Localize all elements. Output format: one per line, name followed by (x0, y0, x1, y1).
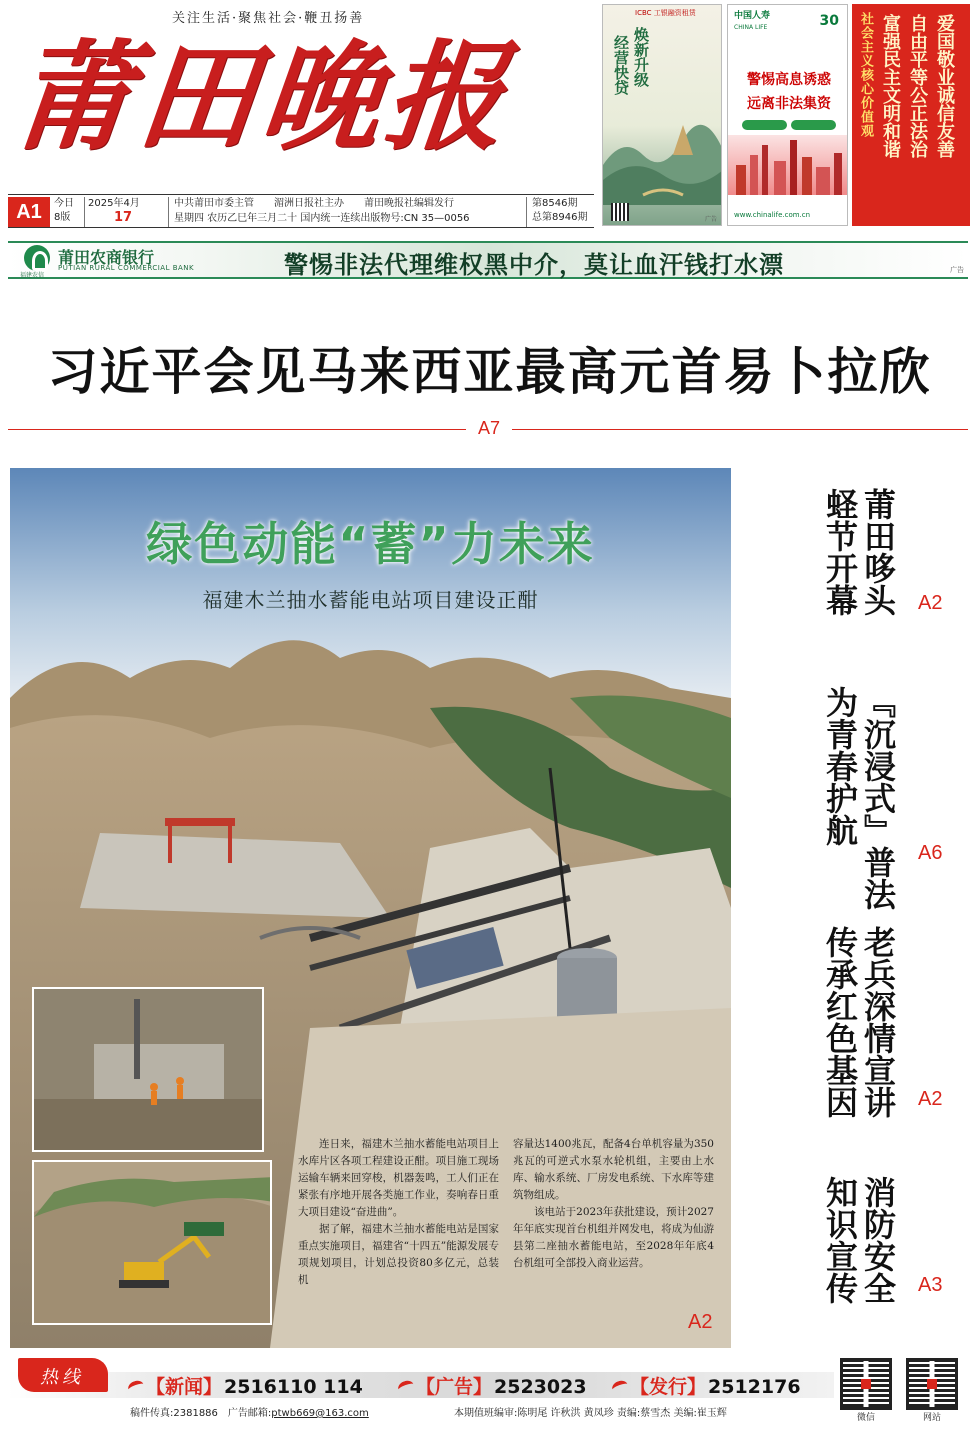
hotline-ads-label: 【广告】 (416, 1376, 493, 1398)
icbc-ad-label: 广告 (704, 216, 717, 223)
footer-hotline (8, 1358, 968, 1422)
article-paragraph: 该电站于2023年获批建设，预计2027年年底实现首台机组并网发电，将成为仙游县第二座抽水蓄能电站，至2028年年底4台机组可全部投入商业运营。 (513, 1206, 714, 1269)
editor-credits: 本期值班编审:陈明尾 许秋洪 黄凤珍 责编:蔡雪杰 美编:崔玉辉 (454, 1408, 727, 1419)
teaser-page-ref[interactable]: A6 (918, 842, 943, 864)
inset-photo-excavator (32, 1160, 272, 1325)
wechat-qr-code-icon[interactable] (840, 1358, 892, 1410)
landscape-illustration (603, 95, 722, 205)
article-paragraph: 连日来，福建木兰抽水蓄能电站项目上水库片区各项工程建设正酣。项目施工现场运输车辆来回穿梭，机器轰鸣，工人们正在紧张有序地开展各类施工作业，奏响春日重大项目建设“奋进曲”。 (298, 1138, 499, 1218)
bank-slogan: 警惕非法代理维权黑中介，莫让血汗钱打水漂 (284, 250, 784, 279)
teaser-line: 消防安全 (859, 1176, 897, 1304)
headline-page-ref[interactable]: A7 (466, 418, 512, 439)
teaser-line: 知识宣传 (821, 1176, 859, 1304)
issue-number-total: 总第8946期 (532, 212, 588, 223)
icbc-ad[interactable] (602, 4, 722, 226)
teaser-line: 老兵深情宣讲 (859, 926, 897, 1118)
hotline-news[interactable] (128, 1372, 363, 1399)
core-values-col: 自由平等公正法治 (907, 14, 928, 158)
hotline-news-label: 【新闻】 (146, 1376, 223, 1398)
issue-number (532, 197, 587, 225)
issue-day: 17 (114, 210, 133, 225)
china-life-headline2: 远离非法集资 (747, 96, 831, 112)
swirl-icon (610, 1379, 629, 1396)
teaser-page-ref[interactable]: A2 (918, 1088, 943, 1110)
bank-logo-caption: 福建农信 (20, 272, 45, 279)
swirl-icon (126, 1379, 145, 1396)
today-label (54, 197, 74, 225)
core-values-col: 富强民主文明和谐 (880, 14, 901, 158)
china-life-ad[interactable] (727, 4, 848, 226)
edition-badge: A1 (8, 197, 50, 227)
teaser-line: 为青春护航 (821, 686, 859, 846)
hotline-distribution[interactable] (612, 1372, 801, 1399)
china-life-logo (734, 11, 770, 33)
teaser-story[interactable] (822, 488, 972, 616)
issue-number-current: 第8546期 (532, 198, 578, 209)
bank-name: 莆田农商银行 (58, 248, 155, 267)
today-text: 今日 (54, 198, 74, 209)
masthead-logo (6, 24, 574, 174)
article-paragraph: 容量达1400兆瓦，配备4台单机容量为350兆瓦的可逆式水泵水轮机组，主要由上水库、输水系统、厂房发电系统、下水库等建筑物组成。 (513, 1138, 714, 1201)
calendar-info: 星期四 农历乙巳年三月二十 国内统一连续出版物号:CN 35—0056 (174, 213, 470, 224)
feature-page-ref[interactable]: A2 (688, 1311, 713, 1333)
lead-headline[interactable]: 习近平会见马来西亚最高元首易卜拉欣 (47, 343, 932, 401)
china-life-brand-en: CHINA LIFE (734, 24, 768, 31)
inset-photo-workers (32, 987, 264, 1152)
china-life-brand: 中国人寿 (734, 11, 771, 21)
hotline-ads[interactable] (398, 1372, 587, 1399)
hotline-distribution-number: 2512176 (708, 1376, 801, 1398)
website-qr-caption: 网站 (922, 1413, 941, 1423)
date-bar (8, 194, 594, 228)
teaser-story[interactable] (822, 926, 972, 1118)
anniversary-badge: 30 (819, 13, 839, 29)
feature-article (298, 1136, 714, 1296)
masthead-title: 莆田晚报 (6, 27, 518, 166)
core-values-col: 爱国敬业诚信友善 (934, 14, 955, 158)
teaser-page-ref[interactable]: A3 (918, 1274, 943, 1296)
teaser-story[interactable] (822, 1176, 972, 1304)
issue-date: 2025年4月 (88, 198, 140, 209)
feature-subtitle: 福建木兰抽水蓄能电站项目建设正酣 (202, 588, 539, 612)
website-qr-code-icon[interactable] (906, 1358, 958, 1410)
teaser-page-ref[interactable]: A2 (918, 592, 943, 614)
hotline-ads-number: 2523023 (494, 1376, 587, 1398)
teaser-line: 『沉浸式』普法 (859, 686, 897, 910)
feature-title: 绿色动能“蓄”力未来 (146, 517, 595, 571)
core-values-panel (852, 4, 970, 226)
icbc-ad-line2: 焕新升级 (632, 27, 650, 87)
china-life-tags (742, 120, 836, 130)
ad-label: 广告 (950, 266, 964, 274)
bank-name-en: PUTIAN RURAL COMMERCIAL BANK (58, 264, 195, 272)
hotline-label: 热线 (40, 1367, 84, 1388)
teaser-story[interactable] (822, 686, 972, 910)
bank-logo-icon (24, 245, 50, 271)
hotline-distribution-label: 【发行】 (630, 1376, 707, 1398)
feature-photo-story[interactable] (10, 468, 731, 1348)
city-skyline-illustration (728, 135, 848, 195)
article-paragraph: 据了解，福建木兰抽水蓄能电站是国家重点实施项目，福建省“十四五”能源发展专项规划项目，计划总投资80多亿元，总装机 (298, 1223, 499, 1286)
china-life-url: www.chinalife.com.cn (734, 211, 811, 219)
wechat-qr-caption: 微信 (856, 1413, 875, 1423)
icbc-ad-bank: ICBC 工银融资租赁 (635, 9, 696, 17)
article-column-2 (513, 1136, 714, 1296)
page-count: 8版 (54, 212, 71, 223)
bank-banner-ad[interactable] (8, 241, 968, 279)
china-life-headline1: 警惕高息诱惑 (747, 72, 831, 88)
fax-info: 稿件传真:2381886 广告邮箱: (130, 1408, 272, 1419)
icbc-ad-line1: 经营快贷 (612, 35, 630, 95)
swirl-icon (396, 1379, 415, 1396)
hotline-news-number: 2516110 114 (224, 1376, 363, 1398)
hotline-tag (18, 1358, 108, 1392)
teaser-line: 传承红色基因 (821, 926, 859, 1118)
core-values-title: 社会主义核心价值观 (858, 12, 873, 138)
masthead-slogan: 关注生活·聚焦社会·鞭丑扬善 (172, 11, 365, 26)
qr-code-icon (611, 203, 629, 221)
teaser-line: 莆田哆头 (859, 488, 897, 616)
ad-email-link[interactable]: ptwb669@163.com (271, 1408, 369, 1419)
teaser-line: 蛏节开幕 (821, 488, 859, 616)
publisher-info: 中共莆田市委主管 湄洲日报社主办 莆田晚报社编辑发行 (174, 198, 454, 209)
article-column-1 (298, 1136, 499, 1296)
fax-and-email (130, 1404, 369, 1419)
